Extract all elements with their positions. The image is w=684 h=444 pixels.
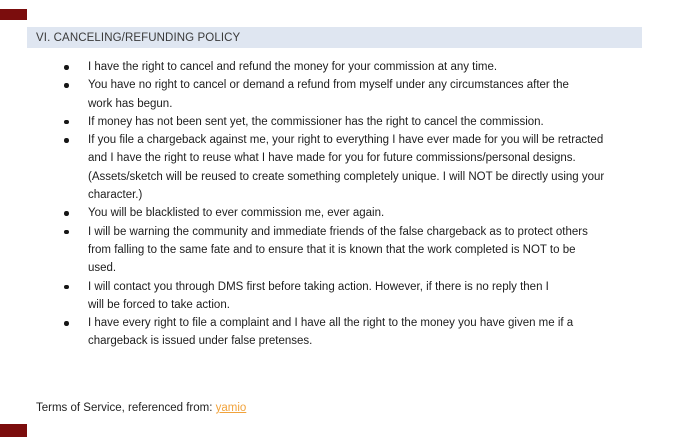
- policy-line: work has begun.: [88, 97, 173, 110]
- footer-link-yamio[interactable]: yamio: [215, 402, 247, 414]
- policy-line: from falling to the same fate and to ensure that it is known that the work completed is NOT to be: [88, 243, 576, 256]
- policy-bullet-item: [63, 204, 604, 222]
- policy-line: I will contact you through DMS first before taking action. However, if there is no reply then I: [88, 280, 549, 293]
- policy-bullet-item: [63, 314, 604, 351]
- policy-line: I will be warning the community and immediate friends of the false chargeback as to protect others: [88, 225, 588, 238]
- policy-line: and I have the right to reuse what I have made for you for future commissions/personal designs.: [88, 152, 576, 165]
- policy-line: I have the right to cancel and refund the money for your commission at any time.: [88, 61, 498, 73]
- policy-bullet-item: [63, 76, 604, 113]
- corner-mark-top-left: [0, 9, 27, 20]
- policy-bullet-item: [63, 131, 604, 204]
- policy-line: used.: [88, 262, 117, 275]
- policy-line: If money has not been sent yet, the commissioner has the right to cancel the commission.: [88, 115, 544, 128]
- policy-line: You will be blacklisted to ever commission me, ever again.: [88, 207, 385, 220]
- policy-bullet-item: [63, 113, 604, 131]
- section-heading-bar: [27, 27, 642, 48]
- policy-line: character.): [88, 189, 143, 202]
- policy-line: If you file a chargeback against me, your right to everything I have ever made for you will be retracted: [88, 134, 604, 147]
- policy-bullet-item: [63, 58, 604, 76]
- policy-line: I have every right to file a complaint and I have all the right to the money you have given me if a: [88, 317, 574, 330]
- policy-line: You have no right to cancel or demand a refund from myself under any circumstances after the: [88, 79, 569, 92]
- policy-line: will be forced to take action.: [88, 298, 230, 311]
- footer-reference-line: [36, 401, 246, 416]
- policy-line: (Assets/sketch will be reused to create something completely unique. I will NOT be directly using your: [88, 170, 605, 183]
- policy-bullet-item: [63, 223, 604, 278]
- footer-reference-text: Terms of Service, referenced from:: [36, 402, 216, 414]
- policy-bullet-list: [63, 58, 604, 351]
- corner-mark-bottom-left: [0, 424, 27, 437]
- policy-line: chargeback is issued under false pretenses.: [88, 335, 313, 348]
- section-heading-text: VI. CANCELING/REFUNDING POLICY: [36, 31, 241, 44]
- policy-bullet-item: [63, 278, 604, 315]
